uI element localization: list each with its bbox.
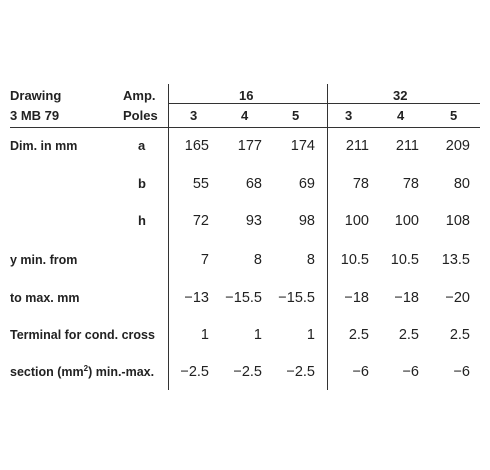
table-cell: −13 (184, 290, 209, 306)
poles-label: Poles (123, 108, 158, 123)
table-cell: 78 (352, 176, 369, 192)
pole-header: 3 (345, 108, 353, 123)
table-cell: 209 (445, 138, 470, 154)
table-cell: −6 (453, 364, 470, 380)
table-cell: 108 (445, 213, 470, 229)
amp-label: Amp. (123, 88, 156, 103)
table-cell: 174 (290, 138, 315, 154)
pole-header: 5 (292, 108, 300, 123)
row-sub-b: b (138, 176, 146, 191)
table-cell: 7 (200, 252, 209, 268)
table-cell: 2.5 (348, 327, 369, 343)
table-cell: −20 (445, 290, 470, 306)
table-cell: 100 (344, 213, 369, 229)
table-cell: −15.5 (278, 290, 315, 306)
table-cell: 93 (245, 213, 262, 229)
amp-group-16: 16 (239, 88, 254, 103)
amp-group-32: 32 (393, 88, 408, 103)
table-cell: 80 (453, 176, 470, 192)
row-label-dim: Dim. in mm (10, 139, 78, 153)
pole-header: 3 (190, 108, 198, 123)
table-cell: 10.5 (340, 252, 369, 268)
table-cell: −2.5 (233, 364, 262, 380)
row-sub-a: a (138, 138, 146, 153)
table-cell: 2.5 (398, 327, 419, 343)
table-cell: −2.5 (180, 364, 209, 380)
table-cell: −6 (352, 364, 369, 380)
table-cell: 55 (192, 176, 209, 192)
table-cell: 100 (394, 213, 419, 229)
drawing-code: 3 MB 79 (10, 108, 60, 123)
table-cell: 8 (306, 252, 315, 268)
table-cell: 211 (345, 138, 369, 154)
table-cell: −15.5 (225, 290, 262, 306)
table-cell: 1 (306, 327, 315, 343)
row-sub-h: h (138, 213, 146, 228)
table-cell: −2.5 (286, 364, 315, 380)
table-cell: 68 (245, 176, 262, 192)
pole-header: 4 (397, 108, 405, 123)
table-cell: 98 (298, 213, 315, 229)
table-cell: 72 (192, 213, 209, 229)
table-cell: 1 (253, 327, 262, 343)
amp-divider-line (168, 103, 480, 104)
table-cell: 13.5 (441, 252, 470, 268)
row-label-to-max: to max. mm (10, 291, 80, 305)
pole-header: 4 (241, 108, 249, 123)
row-label-terminal: Terminal for cond. cross (10, 328, 155, 342)
table-cell: 1 (200, 327, 209, 343)
pole-header: 5 (450, 108, 458, 123)
table-cell: 10.5 (390, 252, 419, 268)
row-label-y-min: y min. from (10, 253, 78, 267)
table-cell: 2.5 (449, 327, 470, 343)
table-cell: 78 (402, 176, 419, 192)
drawing-label: Drawing (10, 88, 62, 103)
row-label-section: section $(mm^2)$ min.-max. (10, 363, 155, 379)
table-cell: 165 (184, 138, 209, 154)
table-cell: −18 (344, 290, 369, 306)
table-cell: 69 (298, 176, 315, 192)
table-cell: 211 (395, 138, 419, 154)
header-divider-line (10, 127, 480, 128)
table-cell: −6 (402, 364, 419, 380)
table-cell: −18 (394, 290, 419, 306)
table-cell: 8 (253, 252, 262, 268)
table-cell: 177 (237, 138, 262, 154)
